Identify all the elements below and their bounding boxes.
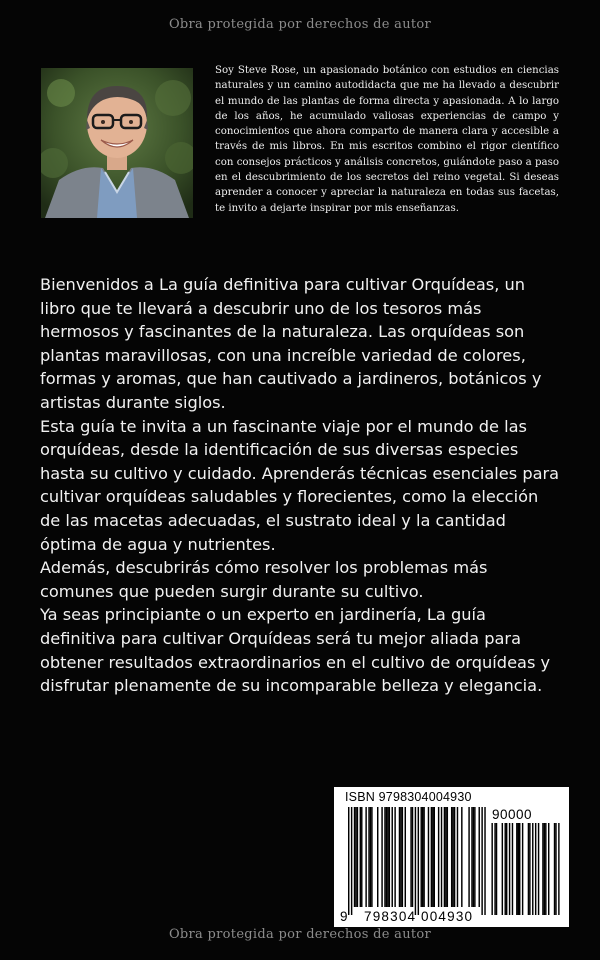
addon-bar — [545, 823, 546, 915]
addon-bar — [512, 823, 513, 915]
barcode-bar — [452, 807, 453, 907]
isbn-label: ISBN 9798304004930 — [345, 790, 472, 804]
addon-bar — [529, 823, 530, 915]
barcode-bar — [377, 807, 378, 907]
addon-bar — [519, 823, 520, 915]
barcode-bar — [384, 807, 385, 907]
addon-bar — [538, 823, 539, 915]
barcode-bar — [421, 807, 422, 907]
addon-bar — [554, 823, 555, 915]
description-paragraph-2: Esta guía te invita a un fascinante viaje por el mundo de las orquídeas, desde la identificación de sus diversas especies hasta su cultivo y cuidado. Aprenderás técnicas esenciales para cultivar orquídeas saludables y florecientes, como la elección de las macetas adecuadas, el sustrato ideal y la cantidad óptima de agua y nutrientes. — [40, 416, 560, 554]
description-paragraph-4: Ya seas principiante o un experto en jardinería, La guía definitiva para cultivar Orquídeas será tu mejor aliada para obtener resultados extraordinarios en el cultivo de orquídeas y disfrutar plenamente de su incomparable belleza y elegancia. — [40, 605, 551, 696]
barcode-bar — [423, 807, 424, 907]
barcode-bar — [473, 807, 474, 907]
barcode-bar — [402, 807, 403, 907]
barcode-bar — [431, 807, 432, 907]
addon-bar — [555, 823, 556, 915]
barcode-bar — [394, 807, 395, 907]
barcode-bar — [386, 807, 387, 907]
addon-bar — [491, 823, 492, 915]
addon-bar — [542, 823, 543, 915]
barcode-bar — [392, 807, 393, 907]
addon-bar — [496, 823, 497, 915]
barcode-bar — [348, 807, 349, 915]
addon-bar — [532, 823, 533, 915]
addon-bar — [558, 823, 559, 915]
addon-bar — [518, 823, 519, 915]
addon-bar — [502, 823, 503, 915]
barcode-bar — [399, 807, 400, 907]
barcode-bar — [461, 807, 462, 907]
barcode-bar — [468, 807, 469, 907]
barcode-bar — [438, 807, 439, 907]
isbn-barcode-box — [334, 787, 569, 927]
barcode-left-digits: 798304 — [364, 909, 417, 924]
addon-bar — [544, 823, 545, 915]
barcode-bar — [368, 807, 369, 907]
barcode-bar — [365, 807, 366, 907]
book-description — [40, 273, 562, 698]
barcode-bar — [370, 807, 371, 907]
barcode-bar — [447, 807, 448, 907]
barcode-bar — [422, 807, 423, 907]
price-addon-code: 90000 — [492, 807, 533, 822]
barcode-bar — [412, 807, 413, 907]
barcode-bar — [361, 807, 362, 907]
barcode-bar — [389, 807, 390, 907]
barcode-bar — [432, 807, 433, 907]
addon-bar — [506, 823, 507, 915]
addon-bar — [505, 823, 506, 915]
description-paragraph-1: Bienvenidos a La guía definitiva para cultivar Orquídeas, un libro que te llevará a descubrir uno de los tesoros más hermosos y fascinantes de la naturaleza. Las orquídeas son plantas maravillosas, con una increíble variedad de colores, formas y aromas, que han cautivado a jardineros, botánicos y artistas durante siglos. — [40, 275, 542, 412]
barcode-bar — [454, 807, 455, 907]
barcode-bar — [405, 807, 406, 907]
addon-bar — [494, 823, 495, 915]
addon-bar — [528, 823, 529, 915]
author-photo — [41, 68, 193, 218]
barcode-bar — [444, 807, 445, 907]
barcode-bar — [471, 807, 472, 907]
barcode-bar — [381, 807, 382, 907]
barcode-bar — [371, 807, 372, 907]
barcode-first-digit: 9 — [340, 909, 348, 924]
barcode-bar — [418, 807, 419, 915]
barcode-bar — [481, 807, 482, 915]
barcode-bar — [354, 807, 355, 907]
copyright-watermark-top: Obra protegida por derechos de autor — [168, 17, 432, 32]
barcode-bar — [415, 807, 416, 915]
barcode-bar — [360, 807, 361, 907]
barcode-bar — [434, 807, 435, 907]
barcode-bars — [334, 787, 569, 927]
barcode-right-digits: 004930 — [421, 909, 474, 924]
barcode-bar — [428, 807, 429, 907]
barcode-bar — [445, 807, 446, 907]
barcode-bar — [474, 807, 475, 907]
barcode-bar — [387, 807, 388, 907]
barcode-bar — [441, 807, 442, 907]
description-paragraph-3: Además, descubrirás cómo resolver los problemas más comunes que pueden surgir durante su cultivo. — [40, 558, 488, 601]
barcode-bar — [357, 807, 358, 907]
addon-bar — [535, 823, 536, 915]
copyright-watermark-bottom: Obra protegida por derechos de autor — [168, 927, 432, 942]
author-portrait-image — [41, 68, 193, 218]
barcode-bar — [457, 807, 458, 907]
addon-bar — [516, 823, 517, 915]
barcode-bar — [484, 807, 485, 915]
addon-bar — [548, 823, 549, 915]
barcode-bar — [400, 807, 401, 907]
barcode-bar — [451, 807, 452, 907]
barcode-bar — [351, 807, 352, 915]
barcode-bar — [479, 807, 480, 907]
barcode-bar — [355, 807, 356, 907]
addon-bar — [522, 823, 523, 915]
addon-bar — [509, 823, 510, 915]
author-bio: Soy Steve Rose, un apasionado botánico con estudios en ciencias naturales y un camino autodidacta que me ha llevado a descubrir el mundo de las plantas de forma directa y apasionada. A lo largo de los años, he acumulado valiosas experiencias de campo y conocimientos que ahora comparto de manera clara y accesible a través de mis libros. En mis escritos combino el rigor científico con consejos prácticos y análisis concretos, guiándote paso a paso en el descubrimiento de los secretos del reino vegetal. Si deseas aprender a conocer y apreciar la naturaleza en todas sus facetas, te invito a dejarte inspirar por mis enseñanzas. — [215, 65, 559, 214]
barcode-bar — [410, 807, 411, 907]
